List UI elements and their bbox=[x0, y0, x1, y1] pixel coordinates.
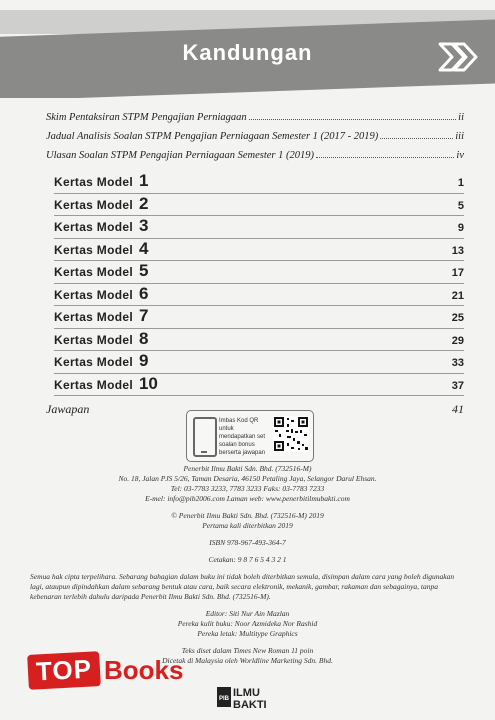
model-label: Kertas Model bbox=[54, 377, 133, 392]
header-banner bbox=[0, 10, 495, 98]
model-label: Kertas Model bbox=[54, 287, 133, 302]
layout-designer: Pereka letak: Multitype Graphics bbox=[197, 629, 298, 638]
model-label: Kertas Model bbox=[54, 197, 133, 212]
model-list bbox=[46, 171, 464, 396]
qr-callout-text: Imbas Kod QR untuk mendapatkan set soalan bonus berserta jawapan bbox=[219, 418, 266, 456]
model-page: 1 bbox=[457, 177, 464, 189]
model-page: 29 bbox=[451, 334, 464, 347]
model-page: 33 bbox=[451, 357, 464, 369]
topbooks-books: Books bbox=[103, 654, 184, 685]
qr-code[interactable] bbox=[273, 416, 309, 452]
topbooks-watermark bbox=[28, 650, 183, 690]
isbn: ISBN 978-967-493-364-7 bbox=[209, 538, 286, 547]
first-published: Pertama kali diterbitkan 2019 bbox=[202, 521, 293, 530]
toc-item-title: Skim Pentaksiran STPM Pengajian Perniagaan bbox=[46, 112, 247, 123]
model-label: Kertas Model bbox=[54, 265, 133, 279]
page-title: Kandungan bbox=[182, 40, 313, 65]
model-number: 10 bbox=[138, 373, 158, 393]
model-label: Kertas Model bbox=[54, 310, 133, 324]
publisher-email: E-mel: info@pib2006.com Laman web: www.penerbitilmubakti.com bbox=[145, 494, 350, 503]
toc-model-item bbox=[54, 261, 464, 284]
model-page: 37 bbox=[451, 379, 464, 392]
toc-model-item bbox=[54, 374, 464, 397]
copyright: © Penerbit Ilmu Bakti Sdn. Bhd. (732516-M) 2019 bbox=[171, 511, 324, 520]
publisher-name: Penerbit Ilmu Bakti Sdn. Bhd. (732516-M) bbox=[183, 464, 312, 473]
rights-notice: Semua hak cipta terpelihara. Sebarang bahagian dalam buku ini tidak boleh diterbitkan semula, disimpan dalam cara yang boleh digunakan lagi, ataupun dipindahkan dalam sebarang bentuk atau cara, baik secara elektronik, mekanik, gambar, rakaman dan sebagainya, tanpa kebenaran terlebih dahulu daripada Penerbit Ilmu Bakti Sdn. Bhd. (732516-M). bbox=[30, 572, 455, 601]
model-page: 9 bbox=[457, 222, 464, 234]
toc-model-item bbox=[54, 284, 464, 307]
toc-item-title: Jadual Analisis Soalan STPM Pengajian Perniagaan Semester 1 (2017 - 2019) bbox=[46, 131, 379, 142]
editor: Editor: Siti Nur Ain Mazlan bbox=[205, 609, 290, 618]
phone-icon bbox=[193, 417, 217, 457]
model-label: Kertas Model bbox=[54, 355, 133, 369]
printing: Cetakan: 9 8 7 6 5 4 3 2 1 bbox=[208, 555, 287, 564]
ilmu-bakti-logo bbox=[217, 685, 279, 711]
model-number: 4 bbox=[138, 238, 149, 258]
toc-model-item bbox=[54, 351, 464, 374]
answers-page: 41 bbox=[452, 402, 464, 416]
model-number: 5 bbox=[138, 261, 149, 280]
table-of-contents bbox=[46, 112, 464, 417]
toc-item-page: ii bbox=[458, 112, 464, 123]
model-page: 25 bbox=[451, 312, 464, 324]
pib-line1: ILMU bbox=[233, 687, 260, 699]
model-number: 7 bbox=[138, 306, 149, 325]
model-number: 8 bbox=[138, 328, 149, 348]
toc-item-page: iii bbox=[455, 131, 464, 142]
dot-leader bbox=[249, 119, 457, 120]
model-number: 6 bbox=[138, 283, 149, 303]
model-label: Kertas Model bbox=[54, 220, 133, 234]
model-page: 21 bbox=[451, 289, 464, 302]
front-matter-list bbox=[46, 112, 464, 169]
publisher-phone: Tel: 03-7783 3233, 7783 3233 Faks: 03-7783 7233 bbox=[170, 484, 325, 493]
dot-leader bbox=[380, 138, 453, 139]
publisher-info bbox=[30, 464, 465, 666]
model-label: Kertas Model bbox=[54, 332, 133, 347]
pib-line2: BAKTI bbox=[233, 699, 267, 711]
model-number: 3 bbox=[138, 216, 149, 235]
pib-mark: PIB bbox=[218, 696, 230, 702]
double-chevron-right-icon bbox=[436, 40, 480, 74]
toc-model-item bbox=[54, 239, 464, 262]
model-page: 17 bbox=[451, 267, 464, 279]
publisher-address: No. 18, Jalan PJS 5/26, Taman Desaria, 46150 Petaling Jaya, Selangor Darul Ehsan. bbox=[118, 474, 377, 483]
topbooks-top: TOP bbox=[27, 651, 101, 690]
dot-leader bbox=[316, 157, 454, 158]
toc-model-item bbox=[54, 171, 464, 194]
model-page: 5 bbox=[457, 199, 464, 212]
toc-front-matter-item bbox=[46, 150, 464, 169]
model-number: 1 bbox=[138, 171, 149, 190]
toc-model-item bbox=[54, 329, 464, 352]
toc-item-page: iv bbox=[456, 150, 464, 161]
typeset-note: Teks diset dalam Times New Roman 11 poin bbox=[181, 646, 314, 655]
model-label: Kertas Model bbox=[54, 242, 133, 257]
model-number: 2 bbox=[138, 193, 149, 213]
toc-model-item bbox=[54, 306, 464, 329]
cover-designer: Pereka kulit buku: Noor Azmideka Nor Rashid bbox=[177, 619, 318, 628]
toc-front-matter-item bbox=[46, 112, 464, 131]
model-number: 9 bbox=[138, 351, 149, 370]
toc-front-matter-item bbox=[46, 131, 464, 150]
toc-model-item bbox=[54, 216, 464, 239]
model-label: Kertas Model bbox=[54, 175, 133, 189]
model-page: 13 bbox=[451, 244, 464, 257]
toc-item-title: Ulasan Soalan STPM Pengajian Perniagaan Semester 1 (2019) bbox=[46, 150, 315, 161]
toc-model-item bbox=[54, 194, 464, 217]
qr-callout bbox=[186, 410, 314, 462]
answers-title: Jawapan bbox=[46, 402, 90, 416]
printer: Dicetak di Malaysia oleh Worldline Marketing Sdn. Bhd. bbox=[162, 656, 333, 665]
